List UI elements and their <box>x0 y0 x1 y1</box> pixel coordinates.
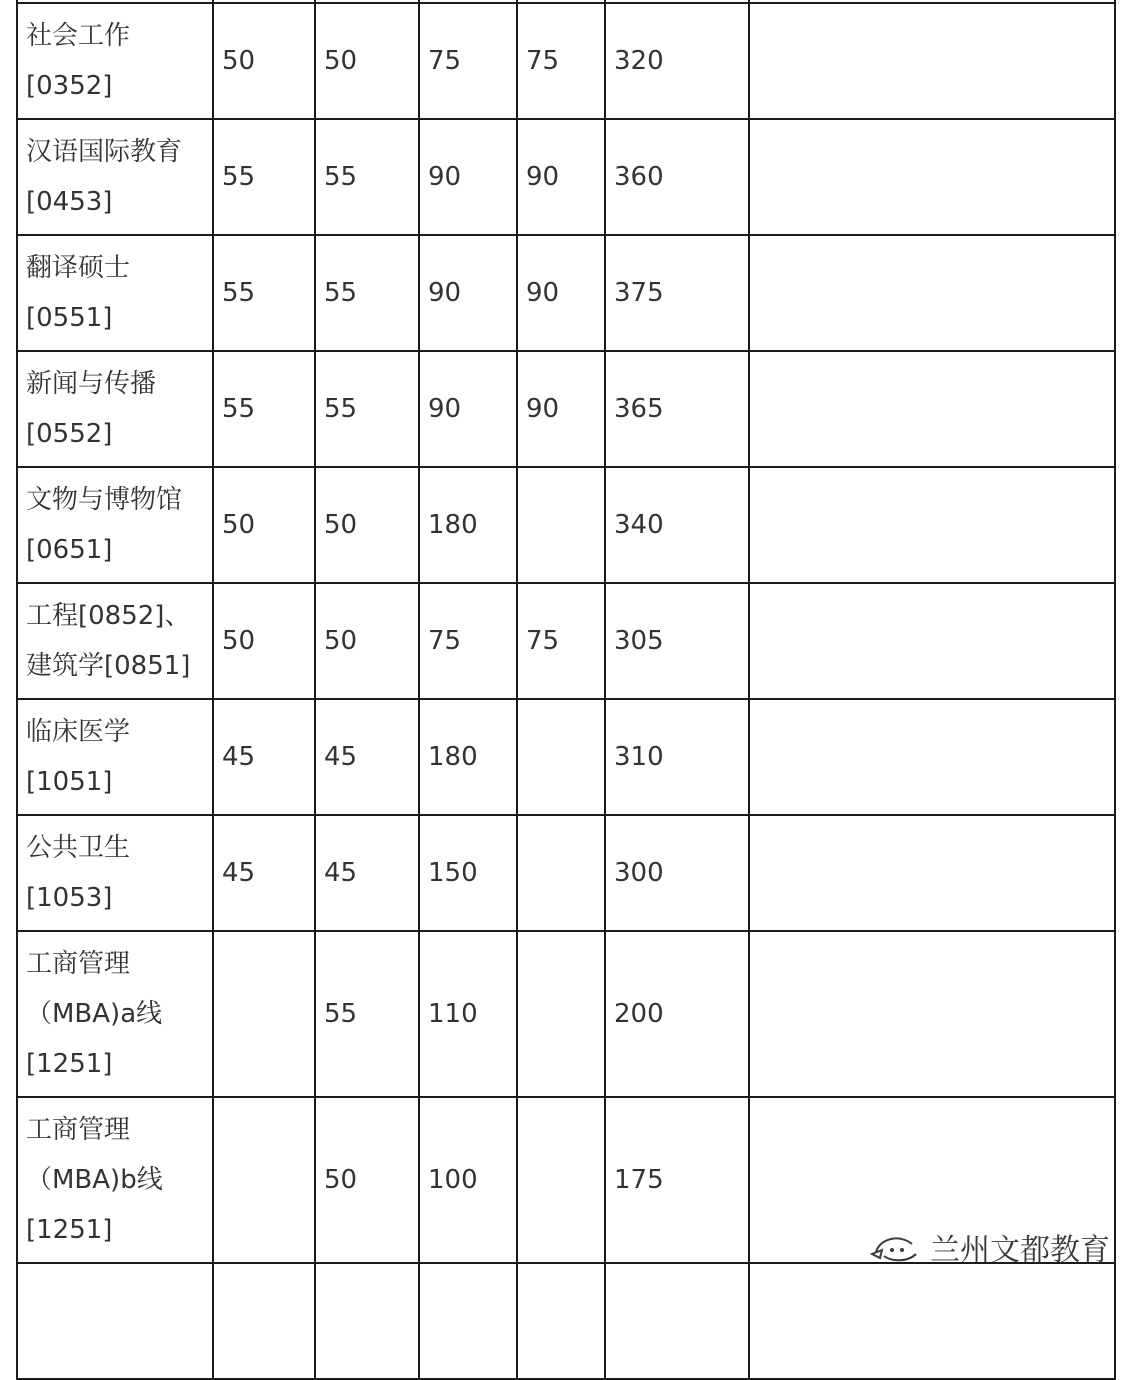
score-cell: 90 <box>419 235 517 351</box>
score-cell <box>749 931 1115 1097</box>
score-cell: 55 <box>315 351 419 467</box>
score-cell: 50 <box>213 3 315 119</box>
major-label: [1053] <box>26 883 113 913</box>
score-cell: 50 <box>315 3 419 119</box>
major-label: 汉语国际教育 <box>26 137 183 167</box>
score-cell <box>517 815 605 931</box>
major-cell <box>17 351 213 467</box>
score-cell: 75 <box>419 583 517 699</box>
table-cell <box>315 1263 419 1379</box>
score-cell <box>749 3 1115 119</box>
score-cell: 300 <box>605 815 749 931</box>
major-label: （MBA)b线 <box>26 1165 163 1195</box>
score-cell: 50 <box>213 467 315 583</box>
table-row <box>17 583 1115 699</box>
major-label: 社会工作 <box>26 21 131 51</box>
score-cell <box>749 351 1115 467</box>
table-cell <box>213 1263 315 1379</box>
table-cell <box>17 1263 213 1379</box>
table-cell <box>419 1263 517 1379</box>
major-label: 翻译硕士 <box>26 253 131 283</box>
major-cell <box>17 1097 213 1263</box>
wechat-bubble-icon <box>870 1230 922 1264</box>
table-row <box>17 351 1115 467</box>
score-cell: 45 <box>213 815 315 931</box>
score-cell: 90 <box>419 119 517 235</box>
major-label: [0352] <box>26 71 113 101</box>
score-cell: 310 <box>605 699 749 815</box>
table-row <box>17 815 1115 931</box>
score-cell: 375 <box>605 235 749 351</box>
score-table <box>16 0 1116 1380</box>
score-cell <box>517 1097 605 1263</box>
major-cell <box>17 235 213 351</box>
major-label: [0551] <box>26 303 113 333</box>
major-label: 工商管理 <box>26 949 131 979</box>
score-cell: 365 <box>605 351 749 467</box>
score-cell: 340 <box>605 467 749 583</box>
score-cell: 45 <box>315 699 419 815</box>
score-cell: 50 <box>315 467 419 583</box>
score-cell: 50 <box>213 583 315 699</box>
score-cell <box>517 699 605 815</box>
major-cell <box>17 815 213 931</box>
major-label: [1251] <box>26 1049 113 1079</box>
score-cell: 75 <box>517 3 605 119</box>
score-cell <box>749 699 1115 815</box>
score-cell: 175 <box>605 1097 749 1263</box>
score-cell <box>749 235 1115 351</box>
score-cell <box>517 931 605 1097</box>
score-cell: 305 <box>605 583 749 699</box>
table-cell <box>605 1263 749 1379</box>
table-row <box>17 931 1115 1097</box>
score-cell: 100 <box>419 1097 517 1263</box>
score-cell <box>517 467 605 583</box>
score-cell <box>749 467 1115 583</box>
table-row-partial-bottom <box>17 1263 1115 1379</box>
score-cell: 55 <box>213 351 315 467</box>
score-cell: 90 <box>517 235 605 351</box>
table-row <box>17 699 1115 815</box>
score-cell: 50 <box>315 583 419 699</box>
score-cell: 45 <box>213 699 315 815</box>
major-label: [0453] <box>26 187 113 217</box>
score-cell <box>213 931 315 1097</box>
major-cell <box>17 583 213 699</box>
major-cell <box>17 931 213 1097</box>
major-label: 新闻与传播 <box>26 369 157 399</box>
table-cell <box>517 1263 605 1379</box>
score-cell <box>749 583 1115 699</box>
score-cell: 55 <box>213 235 315 351</box>
major-label: [0552] <box>26 419 113 449</box>
score-cell: 45 <box>315 815 419 931</box>
score-cell: 320 <box>605 3 749 119</box>
score-cell: 55 <box>315 931 419 1097</box>
major-label: [0651] <box>26 535 113 565</box>
major-cell <box>17 699 213 815</box>
score-cell: 55 <box>213 119 315 235</box>
score-cell: 75 <box>419 3 517 119</box>
score-cell: 360 <box>605 119 749 235</box>
watermark-text: 兰州文都教育 <box>930 1233 1110 1268</box>
score-cell: 200 <box>605 931 749 1097</box>
score-cell: 55 <box>315 235 419 351</box>
score-cell: 90 <box>517 351 605 467</box>
major-label: 工商管理 <box>26 1115 131 1145</box>
table-row <box>17 3 1115 119</box>
score-cell: 90 <box>517 119 605 235</box>
score-cell <box>749 119 1115 235</box>
score-cell: 75 <box>517 583 605 699</box>
major-cell <box>17 467 213 583</box>
watermark <box>870 1225 1110 1269</box>
major-label: 文物与博物馆 <box>26 485 183 515</box>
table-row <box>17 119 1115 235</box>
major-label: 公共卫生 <box>26 833 131 863</box>
table-row <box>17 467 1115 583</box>
major-label: 建筑学[0851] <box>26 651 191 681</box>
table-row <box>17 235 1115 351</box>
score-cell: 150 <box>419 815 517 931</box>
major-label: [1251] <box>26 1215 113 1245</box>
score-cell: 50 <box>315 1097 419 1263</box>
major-label: [1051] <box>26 767 113 797</box>
score-cell: 55 <box>315 119 419 235</box>
major-cell <box>17 3 213 119</box>
score-cell <box>213 1097 315 1263</box>
table-cell <box>749 1263 1115 1379</box>
score-cell: 180 <box>419 699 517 815</box>
major-label: 工程[0852]、 <box>26 601 191 631</box>
major-label: 临床医学 <box>26 717 131 747</box>
major-cell <box>17 119 213 235</box>
major-label: （MBA)a线 <box>26 999 163 1029</box>
score-cell <box>749 815 1115 931</box>
score-cell: 180 <box>419 467 517 583</box>
score-cell: 90 <box>419 351 517 467</box>
score-cell: 110 <box>419 931 517 1097</box>
